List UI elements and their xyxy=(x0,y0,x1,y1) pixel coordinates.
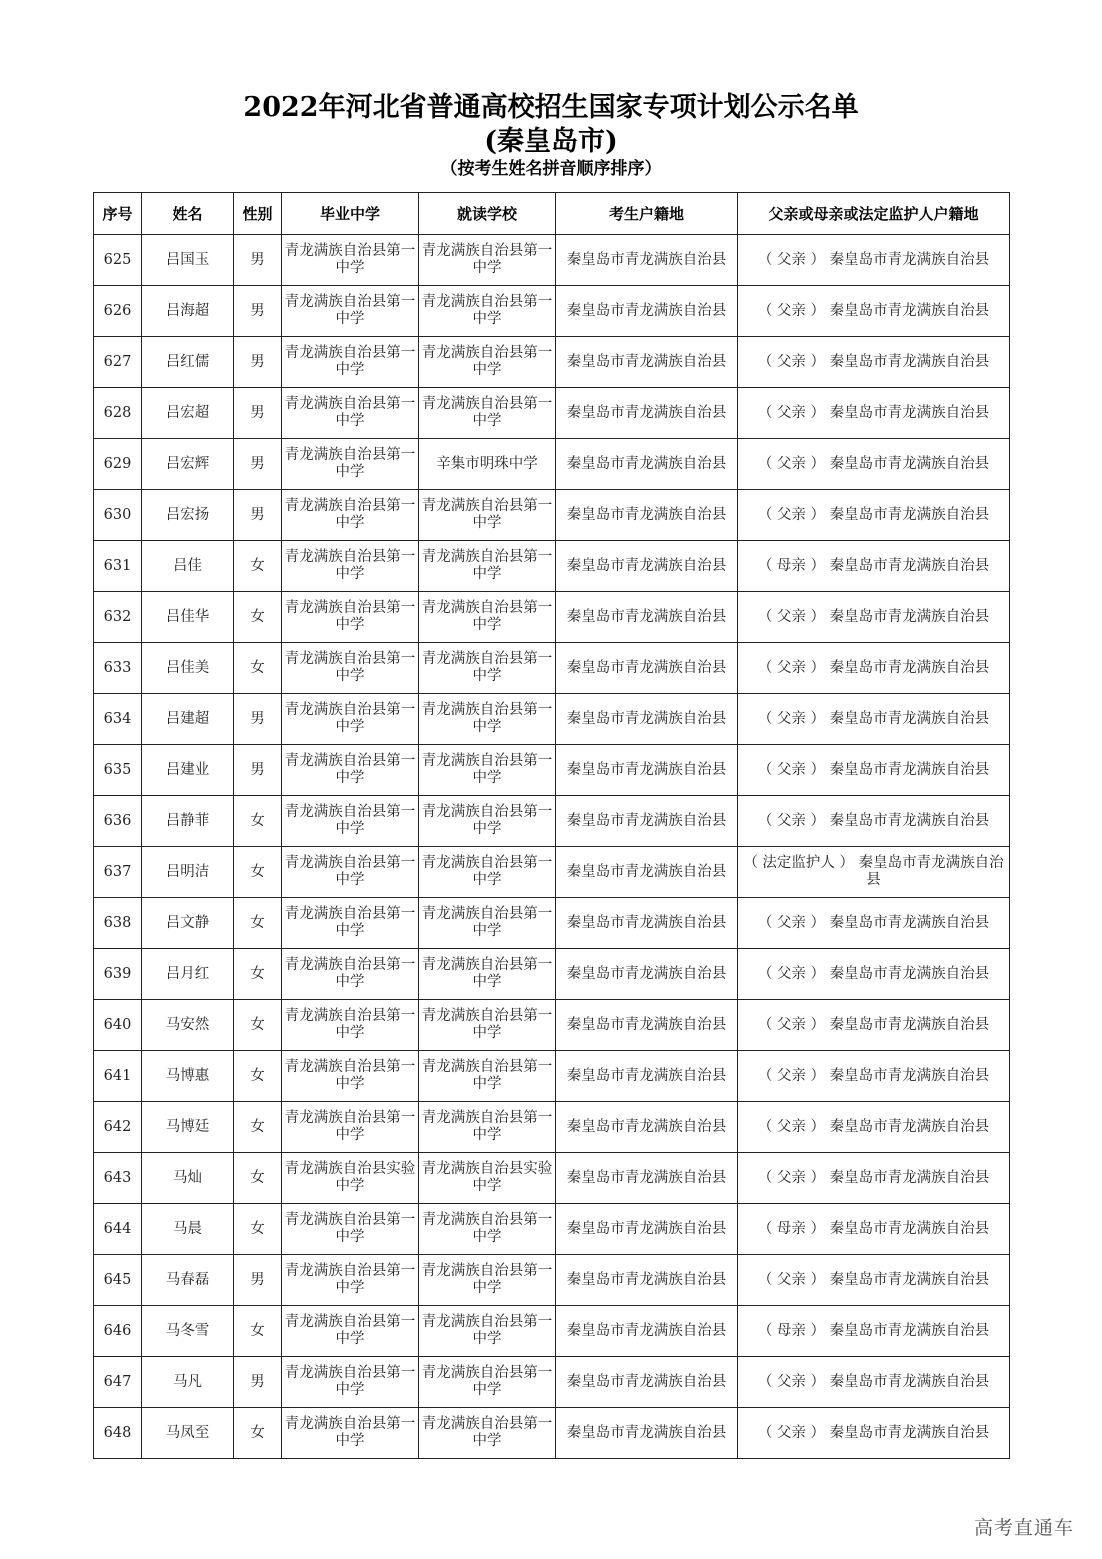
cell-guardian-origin: （ 父亲 ） 秦皇岛市青龙满族自治县 xyxy=(738,490,1010,541)
table-row xyxy=(94,592,1010,643)
cell-origin: 秦皇岛市青龙满族自治县 xyxy=(556,949,738,1000)
cell-grad-school: 青龙满族自治县第一中学 xyxy=(282,1357,419,1408)
cell-name: 吕静菲 xyxy=(142,796,234,847)
cell-name: 吕月红 xyxy=(142,949,234,1000)
cell-grad-school: 青龙满族自治县第一中学 xyxy=(282,1000,419,1051)
cell-guardian-origin: （ 父亲 ） 秦皇岛市青龙满族自治县 xyxy=(738,1357,1010,1408)
cell-origin: 秦皇岛市青龙满族自治县 xyxy=(556,745,738,796)
cell-name: 马冬雪 xyxy=(142,1306,234,1357)
cell-current-school: 青龙满族自治县第一中学 xyxy=(419,286,556,337)
cell-name: 吕海超 xyxy=(142,286,234,337)
cell-seq: 627 xyxy=(94,337,142,388)
cell-guardian-origin: （ 父亲 ） 秦皇岛市青龙满族自治县 xyxy=(738,898,1010,949)
cell-current-school: 辛集市明珠中学 xyxy=(419,439,556,490)
cell-gender: 女 xyxy=(234,1051,282,1102)
cell-origin: 秦皇岛市青龙满族自治县 xyxy=(556,286,738,337)
cell-grad-school: 青龙满族自治县第一中学 xyxy=(282,796,419,847)
table-row xyxy=(94,745,1010,796)
cell-guardian-origin: （ 父亲 ） 秦皇岛市青龙满族自治县 xyxy=(738,949,1010,1000)
cell-grad-school: 青龙满族自治县第一中学 xyxy=(282,745,419,796)
cell-origin: 秦皇岛市青龙满族自治县 xyxy=(556,235,738,286)
cell-guardian-origin: （ 父亲 ） 秦皇岛市青龙满族自治县 xyxy=(738,694,1010,745)
cell-guardian-origin: （ 父亲 ） 秦皇岛市青龙满族自治县 xyxy=(738,1102,1010,1153)
cell-seq: 630 xyxy=(94,490,142,541)
header-name: 姓名 xyxy=(142,193,234,235)
table-row xyxy=(94,1204,1010,1255)
header-gender: 性别 xyxy=(234,193,282,235)
cell-gender: 男 xyxy=(234,745,282,796)
cell-seq: 629 xyxy=(94,439,142,490)
table-row xyxy=(94,388,1010,439)
cell-name: 吕文静 xyxy=(142,898,234,949)
cell-seq: 638 xyxy=(94,898,142,949)
cell-grad-school: 青龙满族自治县第一中学 xyxy=(282,439,419,490)
cell-origin: 秦皇岛市青龙满族自治县 xyxy=(556,796,738,847)
table-row xyxy=(94,1000,1010,1051)
table-row xyxy=(94,949,1010,1000)
cell-name: 吕建超 xyxy=(142,694,234,745)
cell-name: 吕佳美 xyxy=(142,643,234,694)
cell-origin: 秦皇岛市青龙满族自治县 xyxy=(556,847,738,898)
cell-guardian-origin: （ 父亲 ） 秦皇岛市青龙满族自治县 xyxy=(738,235,1010,286)
table-row xyxy=(94,1306,1010,1357)
table-row xyxy=(94,898,1010,949)
table-row xyxy=(94,541,1010,592)
cell-grad-school: 青龙满族自治县第一中学 xyxy=(282,1051,419,1102)
cell-grad-school: 青龙满族自治县第一中学 xyxy=(282,949,419,1000)
cell-grad-school: 青龙满族自治县第一中学 xyxy=(282,490,419,541)
cell-seq: 639 xyxy=(94,949,142,1000)
cell-current-school: 青龙满族自治县第一中学 xyxy=(419,541,556,592)
cell-origin: 秦皇岛市青龙满族自治县 xyxy=(556,898,738,949)
cell-current-school: 青龙满族自治县第一中学 xyxy=(419,1357,556,1408)
cell-current-school: 青龙满族自治县第一中学 xyxy=(419,235,556,286)
cell-origin: 秦皇岛市青龙满族自治县 xyxy=(556,490,738,541)
cell-seq: 632 xyxy=(94,592,142,643)
cell-origin: 秦皇岛市青龙满族自治县 xyxy=(556,694,738,745)
table-row xyxy=(94,1408,1010,1459)
cell-guardian-origin: （ 父亲 ） 秦皇岛市青龙满族自治县 xyxy=(738,439,1010,490)
cell-seq: 626 xyxy=(94,286,142,337)
page-subtitle: (秦皇岛市) xyxy=(484,126,618,157)
cell-name: 吕佳华 xyxy=(142,592,234,643)
cell-grad-school: 青龙满族自治县第一中学 xyxy=(282,541,419,592)
table-row xyxy=(94,643,1010,694)
table-row xyxy=(94,490,1010,541)
cell-gender: 女 xyxy=(234,1153,282,1204)
cell-gender: 女 xyxy=(234,643,282,694)
cell-current-school: 青龙满族自治县第一中学 xyxy=(419,490,556,541)
cell-gender: 男 xyxy=(234,235,282,286)
cell-origin: 秦皇岛市青龙满族自治县 xyxy=(556,541,738,592)
roster-table xyxy=(93,192,1010,1459)
header-grad-school: 毕业中学 xyxy=(282,193,419,235)
cell-grad-school: 青龙满族自治县第一中学 xyxy=(282,388,419,439)
cell-guardian-origin: （ 父亲 ） 秦皇岛市青龙满族自治县 xyxy=(738,592,1010,643)
cell-seq: 636 xyxy=(94,796,142,847)
cell-name: 吕宏超 xyxy=(142,388,234,439)
cell-guardian-origin: （ 父亲 ） 秦皇岛市青龙满族自治县 xyxy=(738,388,1010,439)
cell-seq: 646 xyxy=(94,1306,142,1357)
cell-guardian-origin: （ 母亲 ） 秦皇岛市青龙满族自治县 xyxy=(738,1204,1010,1255)
sort-note: （按考生姓名拼音顺序排序） xyxy=(440,159,662,179)
cell-gender: 女 xyxy=(234,541,282,592)
cell-gender: 男 xyxy=(234,337,282,388)
cell-seq: 637 xyxy=(94,847,142,898)
cell-current-school: 青龙满族自治县第一中学 xyxy=(419,847,556,898)
cell-gender: 女 xyxy=(234,1204,282,1255)
cell-gender: 女 xyxy=(234,1306,282,1357)
cell-origin: 秦皇岛市青龙满族自治县 xyxy=(556,1204,738,1255)
cell-grad-school: 青龙满族自治县第一中学 xyxy=(282,1204,419,1255)
cell-current-school: 青龙满族自治县第一中学 xyxy=(419,1000,556,1051)
cell-origin: 秦皇岛市青龙满族自治县 xyxy=(556,439,738,490)
table-row xyxy=(94,439,1010,490)
cell-current-school: 青龙满族自治县第一中学 xyxy=(419,1204,556,1255)
cell-guardian-origin: （ 父亲 ） 秦皇岛市青龙满族自治县 xyxy=(738,643,1010,694)
cell-guardian-origin: （ 母亲 ） 秦皇岛市青龙满族自治县 xyxy=(738,541,1010,592)
cell-seq: 644 xyxy=(94,1204,142,1255)
cell-name: 马凤至 xyxy=(142,1408,234,1459)
cell-name: 马凡 xyxy=(142,1357,234,1408)
cell-name: 吕宏扬 xyxy=(142,490,234,541)
cell-seq: 647 xyxy=(94,1357,142,1408)
header-origin: 考生户籍地 xyxy=(556,193,738,235)
cell-grad-school: 青龙满族自治县第一中学 xyxy=(282,337,419,388)
cell-grad-school: 青龙满族自治县第一中学 xyxy=(282,847,419,898)
cell-origin: 秦皇岛市青龙满族自治县 xyxy=(556,643,738,694)
cell-gender: 女 xyxy=(234,1000,282,1051)
cell-current-school: 青龙满族自治县第一中学 xyxy=(419,796,556,847)
cell-gender: 女 xyxy=(234,592,282,643)
table-row xyxy=(94,286,1010,337)
cell-name: 马安然 xyxy=(142,1000,234,1051)
cell-current-school: 青龙满族自治县第一中学 xyxy=(419,1102,556,1153)
cell-name: 吕佳 xyxy=(142,541,234,592)
cell-guardian-origin: （ 父亲 ） 秦皇岛市青龙满族自治县 xyxy=(738,1153,1010,1204)
cell-seq: 643 xyxy=(94,1153,142,1204)
cell-guardian-origin: （ 母亲 ） 秦皇岛市青龙满族自治县 xyxy=(738,1306,1010,1357)
cell-name: 马灿 xyxy=(142,1153,234,1204)
page-title: 2022年河北省普通高校招生国家专项计划公示名单 xyxy=(243,92,859,123)
cell-gender: 男 xyxy=(234,439,282,490)
cell-current-school: 青龙满族自治县第一中学 xyxy=(419,643,556,694)
cell-current-school: 青龙满族自治县第一中学 xyxy=(419,949,556,1000)
table-row xyxy=(94,1102,1010,1153)
header-guardian-origin: 父亲或母亲或法定监护人户籍地 xyxy=(738,193,1010,235)
table-row xyxy=(94,337,1010,388)
cell-origin: 秦皇岛市青龙满族自治县 xyxy=(556,388,738,439)
cell-guardian-origin: （ 父亲 ） 秦皇岛市青龙满族自治县 xyxy=(738,1000,1010,1051)
cell-grad-school: 青龙满族自治县第一中学 xyxy=(282,286,419,337)
cell-grad-school: 青龙满族自治县第一中学 xyxy=(282,643,419,694)
cell-origin: 秦皇岛市青龙满族自治县 xyxy=(556,592,738,643)
cell-gender: 女 xyxy=(234,949,282,1000)
cell-gender: 男 xyxy=(234,286,282,337)
table-body xyxy=(94,235,1010,1459)
cell-origin: 秦皇岛市青龙满族自治县 xyxy=(556,1051,738,1102)
cell-origin: 秦皇岛市青龙满族自治县 xyxy=(556,1000,738,1051)
cell-gender: 女 xyxy=(234,898,282,949)
cell-guardian-origin: （ 父亲 ） 秦皇岛市青龙满族自治县 xyxy=(738,796,1010,847)
cell-origin: 秦皇岛市青龙满族自治县 xyxy=(556,1102,738,1153)
table-row xyxy=(94,1255,1010,1306)
cell-grad-school: 青龙满族自治县第一中学 xyxy=(282,1306,419,1357)
header-current-school: 就读学校 xyxy=(419,193,556,235)
cell-gender: 女 xyxy=(234,1408,282,1459)
cell-seq: 628 xyxy=(94,388,142,439)
cell-origin: 秦皇岛市青龙满族自治县 xyxy=(556,1306,738,1357)
cell-gender: 女 xyxy=(234,847,282,898)
cell-seq: 645 xyxy=(94,1255,142,1306)
cell-grad-school: 青龙满族自治县第一中学 xyxy=(282,1408,419,1459)
cell-seq: 625 xyxy=(94,235,142,286)
cell-current-school: 青龙满族自治县第一中学 xyxy=(419,745,556,796)
cell-gender: 男 xyxy=(234,1357,282,1408)
table-header-row xyxy=(94,193,1010,235)
cell-guardian-origin: （ 法定监护人 ） 秦皇岛市青龙满族自治县 xyxy=(738,847,1010,898)
cell-grad-school: 青龙满族自治县第一中学 xyxy=(282,898,419,949)
cell-current-school: 青龙满族自治县第一中学 xyxy=(419,388,556,439)
cell-gender: 男 xyxy=(234,490,282,541)
cell-seq: 648 xyxy=(94,1408,142,1459)
cell-gender: 男 xyxy=(234,694,282,745)
table-row xyxy=(94,1357,1010,1408)
cell-current-school: 青龙满族自治县第一中学 xyxy=(419,1408,556,1459)
table-row xyxy=(94,847,1010,898)
cell-grad-school: 青龙满族自治县第一中学 xyxy=(282,235,419,286)
cell-origin: 秦皇岛市青龙满族自治县 xyxy=(556,337,738,388)
table-row xyxy=(94,796,1010,847)
cell-name: 马晨 xyxy=(142,1204,234,1255)
cell-name: 吕国玉 xyxy=(142,235,234,286)
cell-seq: 631 xyxy=(94,541,142,592)
cell-current-school: 青龙满族自治县实验中学 xyxy=(419,1153,556,1204)
cell-grad-school: 青龙满族自治县第一中学 xyxy=(282,1255,419,1306)
cell-name: 马博惠 xyxy=(142,1051,234,1102)
cell-guardian-origin: （ 父亲 ） 秦皇岛市青龙满族自治县 xyxy=(738,745,1010,796)
cell-current-school: 青龙满族自治县第一中学 xyxy=(419,1306,556,1357)
cell-name: 吕红儒 xyxy=(142,337,234,388)
table-row xyxy=(94,694,1010,745)
cell-current-school: 青龙满族自治县第一中学 xyxy=(419,1051,556,1102)
cell-origin: 秦皇岛市青龙满族自治县 xyxy=(556,1153,738,1204)
cell-current-school: 青龙满族自治县第一中学 xyxy=(419,592,556,643)
cell-grad-school: 青龙满族自治县第一中学 xyxy=(282,1102,419,1153)
cell-current-school: 青龙满族自治县第一中学 xyxy=(419,898,556,949)
cell-seq: 640 xyxy=(94,1000,142,1051)
cell-origin: 秦皇岛市青龙满族自治县 xyxy=(556,1408,738,1459)
cell-current-school: 青龙满族自治县第一中学 xyxy=(419,694,556,745)
cell-seq: 633 xyxy=(94,643,142,694)
cell-guardian-origin: （ 父亲 ） 秦皇岛市青龙满族自治县 xyxy=(738,1255,1010,1306)
cell-origin: 秦皇岛市青龙满族自治县 xyxy=(556,1255,738,1306)
cell-grad-school: 青龙满族自治县第一中学 xyxy=(282,694,419,745)
cell-current-school: 青龙满族自治县第一中学 xyxy=(419,1255,556,1306)
cell-guardian-origin: （ 父亲 ） 秦皇岛市青龙满族自治县 xyxy=(738,1408,1010,1459)
table-row xyxy=(94,1153,1010,1204)
cell-seq: 642 xyxy=(94,1102,142,1153)
cell-grad-school: 青龙满族自治县第一中学 xyxy=(282,592,419,643)
cell-origin: 秦皇岛市青龙满族自治县 xyxy=(556,1357,738,1408)
table-row xyxy=(94,1051,1010,1102)
cell-current-school: 青龙满族自治县第一中学 xyxy=(419,337,556,388)
cell-grad-school: 青龙满族自治县实验中学 xyxy=(282,1153,419,1204)
cell-seq: 634 xyxy=(94,694,142,745)
cell-name: 吕宏辉 xyxy=(142,439,234,490)
cell-name: 吕明洁 xyxy=(142,847,234,898)
cell-name: 吕建业 xyxy=(142,745,234,796)
cell-gender: 女 xyxy=(234,1102,282,1153)
cell-seq: 635 xyxy=(94,745,142,796)
cell-gender: 女 xyxy=(234,796,282,847)
cell-name: 马春磊 xyxy=(142,1255,234,1306)
header-seq: 序号 xyxy=(94,193,142,235)
watermark: 高考直通车 xyxy=(973,1517,1074,1539)
table-row xyxy=(94,235,1010,286)
cell-guardian-origin: （ 父亲 ） 秦皇岛市青龙满族自治县 xyxy=(738,1051,1010,1102)
cell-gender: 男 xyxy=(234,388,282,439)
cell-seq: 641 xyxy=(94,1051,142,1102)
cell-guardian-origin: （ 父亲 ） 秦皇岛市青龙满族自治县 xyxy=(738,286,1010,337)
cell-name: 马博廷 xyxy=(142,1102,234,1153)
cell-guardian-origin: （ 父亲 ） 秦皇岛市青龙满族自治县 xyxy=(738,337,1010,388)
cell-gender: 男 xyxy=(234,1255,282,1306)
